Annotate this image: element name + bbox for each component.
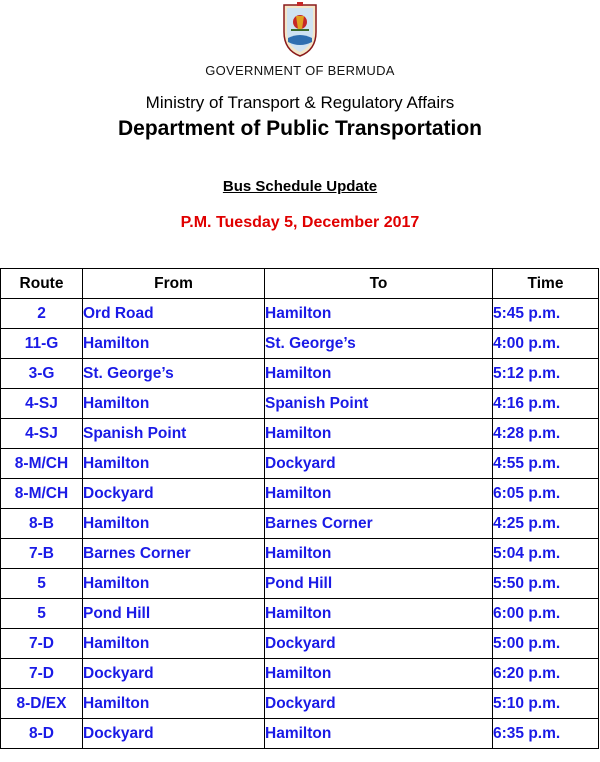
from-cell: Dockyard	[83, 719, 265, 749]
route-cell: 4-SJ	[1, 419, 83, 449]
to-cell: Pond Hill	[265, 569, 493, 599]
department-title: Department of Public Transportation	[117, 117, 483, 140]
route-cell: 8-M/CH	[1, 479, 83, 509]
header-time: Time	[493, 269, 599, 299]
to-cell: Dockyard	[265, 689, 493, 719]
route-cell: 8-M/CH	[1, 449, 83, 479]
time-cell: 5:50 p.m.	[493, 569, 599, 599]
route-cell: 7-D	[1, 629, 83, 659]
from-cell: Hamilton	[83, 569, 265, 599]
from-cell: Hamilton	[83, 689, 265, 719]
to-cell: Hamilton	[265, 299, 493, 329]
route-cell: 7-D	[1, 659, 83, 689]
bermuda-coat-of-arms-icon	[279, 2, 321, 58]
header-route: Route	[1, 269, 83, 299]
to-cell: Dockyard	[265, 629, 493, 659]
table-row	[1, 479, 599, 509]
table-row	[1, 329, 599, 359]
time-cell: 4:00 p.m.	[493, 329, 599, 359]
table-row	[1, 719, 599, 749]
from-cell: Hamilton	[83, 509, 265, 539]
table-header-row	[1, 269, 599, 299]
time-cell: 5:12 p.m.	[493, 359, 599, 389]
notice-date: P.M. Tuesday 5, December 2017	[180, 214, 420, 231]
table-row	[1, 419, 599, 449]
bus-schedule-table	[0, 268, 599, 749]
from-cell: Hamilton	[83, 629, 265, 659]
route-cell: 2	[1, 299, 83, 329]
table-row	[1, 449, 599, 479]
route-cell: 7-B	[1, 539, 83, 569]
header-to: To	[265, 269, 493, 299]
header-from: From	[83, 269, 265, 299]
time-cell: 5:45 p.m.	[493, 299, 599, 329]
table-row	[1, 359, 599, 389]
route-cell: 3-G	[1, 359, 83, 389]
time-cell: 4:16 p.m.	[493, 389, 599, 419]
from-cell: St. George’s	[83, 359, 265, 389]
to-cell: Hamilton	[265, 539, 493, 569]
from-cell: Hamilton	[83, 389, 265, 419]
to-cell: Dockyard	[265, 449, 493, 479]
to-cell: Spanish Point	[265, 389, 493, 419]
time-cell: 6:05 p.m.	[493, 479, 599, 509]
route-cell: 5	[1, 599, 83, 629]
time-cell: 5:04 p.m.	[493, 539, 599, 569]
to-cell: Hamilton	[265, 419, 493, 449]
notice-title: Bus Schedule Update	[222, 178, 378, 195]
table-row	[1, 689, 599, 719]
to-cell: Hamilton	[265, 659, 493, 689]
to-cell: Hamilton	[265, 719, 493, 749]
time-cell: 6:00 p.m.	[493, 599, 599, 629]
route-cell: 8-B	[1, 509, 83, 539]
route-cell: 11-G	[1, 329, 83, 359]
from-cell: Dockyard	[83, 479, 265, 509]
route-cell: 4-SJ	[1, 389, 83, 419]
from-cell: Barnes Corner	[83, 539, 265, 569]
from-cell: Pond Hill	[83, 599, 265, 629]
from-cell: Spanish Point	[83, 419, 265, 449]
time-cell: 4:55 p.m.	[493, 449, 599, 479]
time-cell: 5:10 p.m.	[493, 689, 599, 719]
table-row	[1, 389, 599, 419]
to-cell: Barnes Corner	[265, 509, 493, 539]
from-cell: Ord Road	[83, 299, 265, 329]
table-row	[1, 299, 599, 329]
from-cell: Hamilton	[83, 449, 265, 479]
time-cell: 6:20 p.m.	[493, 659, 599, 689]
from-cell: Hamilton	[83, 329, 265, 359]
to-cell: St. George’s	[265, 329, 493, 359]
table-row	[1, 659, 599, 689]
table-row	[1, 509, 599, 539]
table-row	[1, 569, 599, 599]
time-cell: 5:00 p.m.	[493, 629, 599, 659]
ministry-title: Ministry of Transport & Regulatory Affairs	[145, 93, 455, 112]
from-cell: Dockyard	[83, 659, 265, 689]
to-cell: Hamilton	[265, 359, 493, 389]
time-cell: 4:25 p.m.	[493, 509, 599, 539]
to-cell: Hamilton	[265, 479, 493, 509]
government-label: GOVERNMENT OF BERMUDA	[205, 63, 395, 78]
table-row	[1, 599, 599, 629]
to-cell: Hamilton	[265, 599, 493, 629]
table-row	[1, 629, 599, 659]
time-cell: 4:28 p.m.	[493, 419, 599, 449]
route-cell: 8-D	[1, 719, 83, 749]
time-cell: 6:35 p.m.	[493, 719, 599, 749]
route-cell: 5	[1, 569, 83, 599]
table-row	[1, 539, 599, 569]
route-cell: 8-D/EX	[1, 689, 83, 719]
